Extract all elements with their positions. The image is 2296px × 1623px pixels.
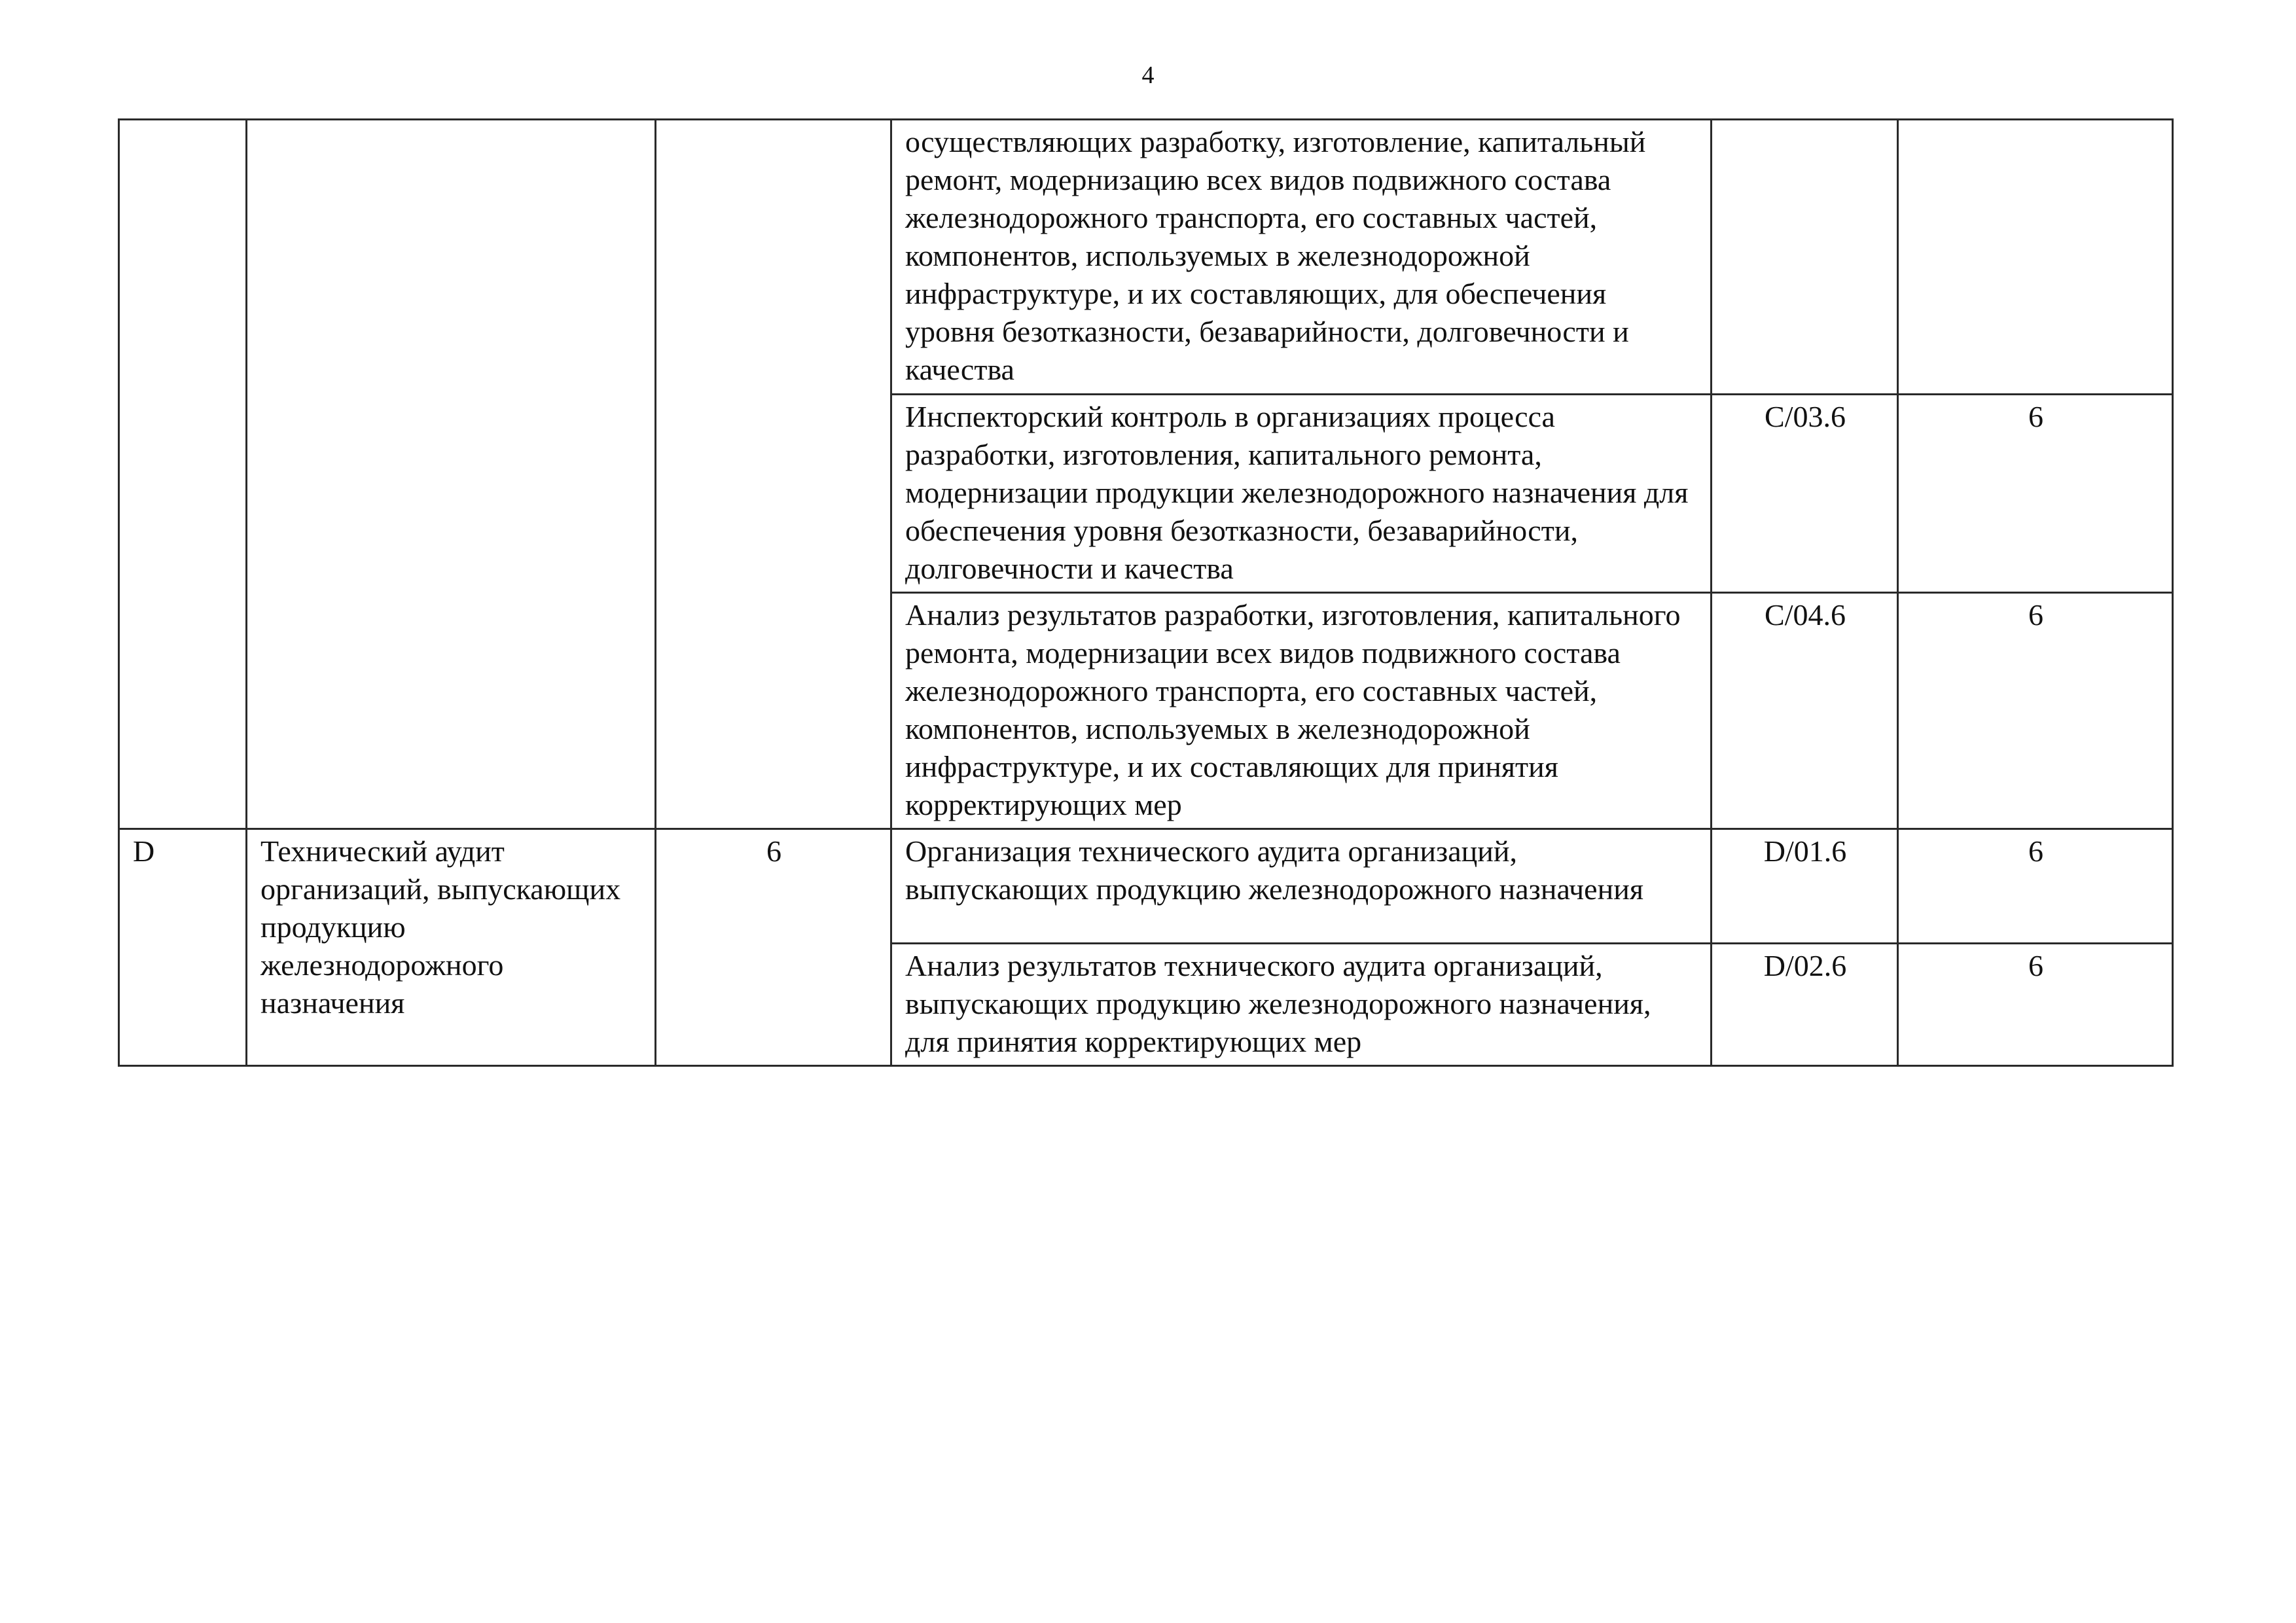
labor-function-code-cell: D/01.6 xyxy=(1712,829,1898,944)
generalized-function-code-cell xyxy=(119,120,247,829)
labor-function-code-cell: C/03.6 xyxy=(1712,395,1898,593)
page-number: 4 xyxy=(1141,62,1155,89)
qualification-level-cell: 6 xyxy=(656,829,891,1066)
labor-function-name-cell: Организация технического аудита организаций, выпускающих продукцию железнодорожного назначения xyxy=(891,829,1712,944)
generalized-function-name-cell: Технический аудит организаций, выпускающих продукцию железнодорожного назначения xyxy=(247,829,656,1066)
labor-function-code-cell xyxy=(1712,120,1898,395)
labor-function-code-cell: C/04.6 xyxy=(1712,593,1898,829)
labor-function-name-cell: Анализ результатов технического аудита организаций, выпускающих продукцию железнодорожного назначения, для принятия корректирующих мер xyxy=(891,944,1712,1066)
table-row xyxy=(119,120,2173,395)
labor-function-name-cell: Анализ результатов разработки, изготовления, капитального ремонта, модернизации всех видов подвижного состава железнодорожного транспорта, его составных частей, компонентов, используемых в железнодорожной инфраструктуре, и их составляющих для принятия корректирующих мер xyxy=(891,593,1712,829)
labor-function-name-cell: Инспекторский контроль в организациях процесса разработки, изготовления, капитального ремонта, модернизации продукции железнодорожного назначения для обеспечения уровня безотказности, безаварийности, долговечности и качества xyxy=(891,395,1712,593)
table-row xyxy=(119,829,2173,944)
labor-function-level-cell: 6 xyxy=(1898,593,2173,829)
generalized-function-name-cell xyxy=(247,120,656,829)
labor-function-level-cell xyxy=(1898,120,2173,395)
labor-function-level-cell: 6 xyxy=(1898,395,2173,593)
generalized-function-code-cell: D xyxy=(119,829,247,1066)
qualification-table xyxy=(118,118,2174,1067)
labor-function-level-cell: 6 xyxy=(1898,944,2173,1066)
qualification-level-cell xyxy=(656,120,891,829)
labor-function-name-cell: осуществляющих разработку, изготовление, капитальный ремонт, модернизацию всех видов подвижного состава железнодорожного транспорта, его составных частей, компонентов, используемых в железнодорожной инфраструктуре, и их составляющих, для обеспечения уровня безотказности, безаварийности, долговечности и качества xyxy=(891,120,1712,395)
labor-function-code-cell: D/02.6 xyxy=(1712,944,1898,1066)
labor-function-level-cell: 6 xyxy=(1898,829,2173,944)
